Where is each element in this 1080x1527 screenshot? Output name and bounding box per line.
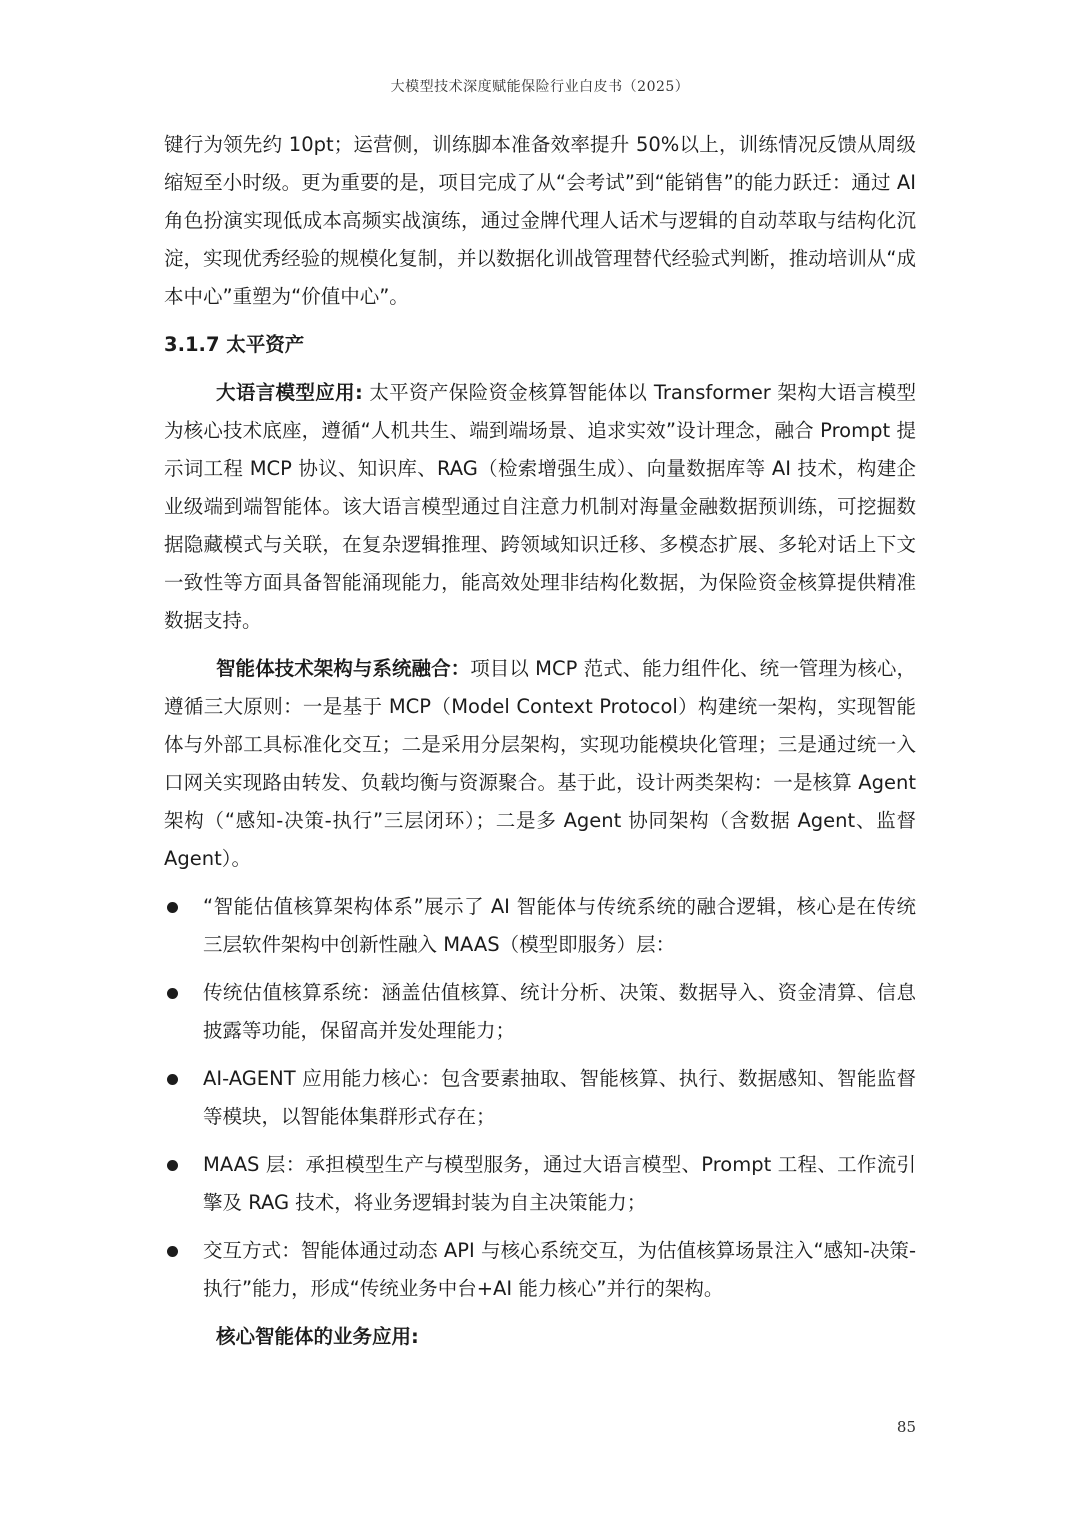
llm-paragraph xyxy=(164,374,916,640)
list-item xyxy=(164,888,916,964)
intro-paragraph: 键行为领先约 10pt；运营侧，训练脚本准备效率提升 50%以上，训练情况反馈从周级缩短至小时级。更为重要的是，项目完成了从“会考试”到“能销售”的能力跃迁：通过 AI 角色扮演实现低成本高频实战演练，通过金牌代理人话术与逻辑的自动萃取与结构化沉淀，实现优秀经验的规模化复制，并以数据化训战管理替代经验式判断，推动培训从“成本中心”重塑为“价值中心”。 xyxy=(164,133,916,308)
page-number: 85 xyxy=(896,1418,916,1436)
bullet-icon xyxy=(167,1246,178,1257)
list-item xyxy=(164,974,916,1050)
list-item xyxy=(164,1060,916,1136)
running-header: 大模型技术深度赋能保险行业白皮书（2025） xyxy=(390,79,690,95)
list-item-text: 传统估值核算系统：涵盖估值核算、统计分析、决策、数据导入、资金清算、信息披露等功能，保留高并发处理能力； xyxy=(203,981,916,1042)
list-item-text: AI-AGENT 应用能力核心：包含要素抽取、智能核算、执行、数据感知、智能监督等模块，以智能体集群形式存在； xyxy=(203,1067,916,1128)
list-item-text: MAAS 层：承担模型生产与模型服务，通过大语言模型、Prompt 工程、工作流引擎及 RAG 技术，将业务逻辑封装为自主决策能力； xyxy=(203,1153,916,1214)
bullet-icon xyxy=(167,1160,178,1171)
architecture-text: 项目以 MCP 范式、能力组件化、统一管理为核心，遵循三大原则：一是基于 MCP（Model Context Protocol）构建统一架构，实现智能体与外部工具标准化交互；二是采用分层架构，实现功能模块化管理；三是通过统一入口网关实现路由转发、负载均衡与资源聚合。基于此，设计两类架构：一是核算 Agent 架构（“感知-决策-执行”三层闭环）；二是多 Agent 协同架构（含数据 Agent、监督 Agent）。 xyxy=(164,657,916,870)
bullet-icon xyxy=(167,1074,178,1085)
list-item-text: “智能估值核算架构体系”展示了 AI 智能体与传统系统的融合逻辑，核心是在传统三层软件架构中创新性融入 MAAS（模型即服务）层： xyxy=(203,895,916,956)
core-apps-heading: 核心智能体的业务应用: xyxy=(216,1325,419,1348)
bullet-list xyxy=(164,888,916,1308)
list-item-text: 交互方式：智能体通过动态 API 与核心系统交互，为估值核算场景注入“感知-决策-执行”能力，形成“传统业务中台+AI 能力核心”并行的架构。 xyxy=(203,1239,916,1300)
llm-label: 大语言模型应用: xyxy=(216,381,363,404)
list-item xyxy=(164,1146,916,1222)
document-body xyxy=(164,126,916,1356)
list-item xyxy=(164,1232,916,1308)
bullet-icon xyxy=(167,988,178,999)
llm-text: 太平资产保险资金核算智能体以 Transformer 架构大语言模型为核心技术底座，遵循“人机共生、端到端场景、追求实效”设计理念，融合 Prompt 提示词工程 MCP 协议、知识库、RAG（检索增强生成）、向量数据库等 AI 技术，构建企业级端到端智能体。该大语言模型通过自注意力机制对海量金融数据预训练，可挖掘数据隐藏模式与关联，在复杂逻辑推理、跨领域知识迁移、多模态扩展、多轮对话上下文一致性等方面具备智能涌现能力，能高效处理非结构化数据，为保险资金核算提供精准数据支持。 xyxy=(164,381,916,632)
bullet-icon xyxy=(167,902,178,913)
architecture-paragraph xyxy=(164,650,916,878)
architecture-label: 智能体技术架构与系统融合： xyxy=(216,657,471,680)
section-heading: 3.1.7 太平资产 xyxy=(164,333,305,356)
